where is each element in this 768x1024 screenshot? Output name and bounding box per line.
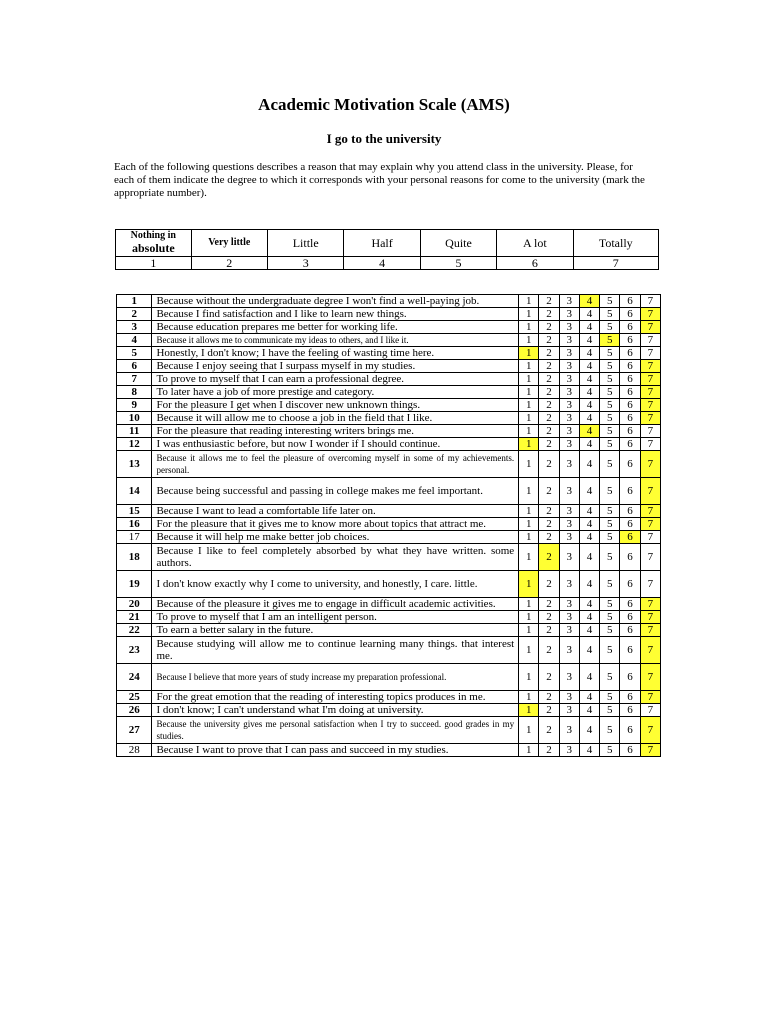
scale-label-5: Quite: [420, 230, 496, 257]
rating-option-4[interactable]: 4: [579, 321, 599, 334]
rating-option-4[interactable]: 4: [579, 347, 599, 360]
rating-option-3[interactable]: 3: [559, 531, 579, 544]
rating-option-5[interactable]: 5: [600, 308, 620, 321]
rating-option-2[interactable]: 2: [539, 425, 559, 438]
rating-option-3[interactable]: 3: [559, 308, 579, 321]
question-row: [117, 744, 661, 757]
question-row: [117, 598, 661, 611]
rating-option-7[interactable]: 7: [640, 373, 660, 386]
rating-option-6[interactable]: 6: [620, 386, 640, 399]
rating-option-4[interactable]: 4: [579, 451, 599, 478]
question-row: [117, 505, 661, 518]
rating-option-7[interactable]: 7: [640, 598, 660, 611]
rating-option-2[interactable]: 2: [539, 531, 559, 544]
question-number: 10: [117, 412, 152, 425]
rating-option-5[interactable]: 5: [600, 571, 620, 598]
questionnaire-table: [116, 294, 661, 757]
question-row: [117, 386, 661, 399]
question-number: 20: [117, 598, 152, 611]
rating-option-3[interactable]: 3: [559, 598, 579, 611]
rating-option-3[interactable]: 3: [559, 399, 579, 412]
question-text: Because education prepares me better for working life.: [152, 321, 519, 334]
rating-option-6[interactable]: 6: [620, 347, 640, 360]
rating-option-2[interactable]: 2: [539, 438, 559, 451]
rating-option-6[interactable]: 6: [620, 373, 640, 386]
rating-option-7[interactable]: 7: [640, 544, 660, 571]
question-text: Because I find satisfaction and I like to learn new things.: [152, 308, 519, 321]
rating-option-2[interactable]: 2: [539, 478, 559, 505]
rating-option-3[interactable]: 3: [559, 412, 579, 425]
rating-option-2[interactable]: 2: [539, 571, 559, 598]
rating-option-7[interactable]: 7: [640, 611, 660, 624]
rating-option-6[interactable]: 6: [620, 744, 640, 757]
question-number: 11: [117, 425, 152, 438]
rating-option-7[interactable]: 7: [640, 664, 660, 691]
question-row: [117, 664, 661, 691]
rating-option-1[interactable]: 1: [519, 691, 539, 704]
rating-option-7[interactable]: 7: [640, 321, 660, 334]
question-text: Because studying will allow me to continue learning many things. that interest me.: [152, 637, 519, 664]
rating-option-5[interactable]: 5: [600, 478, 620, 505]
rating-option-2[interactable]: 2: [539, 717, 559, 744]
rating-option-3[interactable]: 3: [559, 518, 579, 531]
rating-option-5[interactable]: 5: [600, 451, 620, 478]
rating-option-5[interactable]: 5: [600, 624, 620, 637]
question-text: Because I want to lead a comfortable life later on.: [152, 505, 519, 518]
question-number: 9: [117, 399, 152, 412]
question-number: 22: [117, 624, 152, 637]
question-number: 24: [117, 664, 152, 691]
rating-option-3[interactable]: 3: [559, 360, 579, 373]
question-number: 4: [117, 334, 152, 347]
rating-option-5[interactable]: 5: [600, 373, 620, 386]
question-row: [117, 308, 661, 321]
rating-option-4[interactable]: 4: [579, 704, 599, 717]
rating-option-1[interactable]: 1: [519, 451, 539, 478]
rating-option-5[interactable]: 5: [600, 637, 620, 664]
rating-option-3[interactable]: 3: [559, 571, 579, 598]
rating-option-3[interactable]: 3: [559, 505, 579, 518]
rating-option-3[interactable]: 3: [559, 295, 579, 308]
question-number: 27: [117, 717, 152, 744]
rating-option-6[interactable]: 6: [620, 544, 640, 571]
page-subtitle: I go to the university: [326, 131, 442, 146]
rating-option-2[interactable]: 2: [539, 544, 559, 571]
rating-option-1[interactable]: 1: [519, 399, 539, 412]
question-text: Because it allows me to feel the pleasure of overcoming myself in some of my achievements. personal.: [152, 451, 519, 478]
rating-option-1[interactable]: 1: [519, 295, 539, 308]
rating-option-7[interactable]: 7: [640, 412, 660, 425]
rating-option-4[interactable]: 4: [579, 399, 599, 412]
rating-option-7[interactable]: 7: [640, 360, 660, 373]
question-number: 25: [117, 691, 152, 704]
rating-option-7[interactable]: 7: [640, 399, 660, 412]
question-row: [117, 295, 661, 308]
question-row: [117, 637, 661, 664]
rating-option-1[interactable]: 1: [519, 598, 539, 611]
question-row: [117, 373, 661, 386]
rating-option-2[interactable]: 2: [539, 505, 559, 518]
rating-option-7[interactable]: 7: [640, 347, 660, 360]
rating-option-1[interactable]: 1: [519, 334, 539, 347]
rating-option-4[interactable]: 4: [579, 334, 599, 347]
rating-option-6[interactable]: 6: [620, 611, 640, 624]
rating-option-2[interactable]: 2: [539, 347, 559, 360]
scale-number-2: 2: [191, 257, 267, 270]
question-row: [117, 624, 661, 637]
question-number: 2: [117, 308, 152, 321]
rating-option-2[interactable]: 2: [539, 691, 559, 704]
rating-option-2[interactable]: 2: [539, 295, 559, 308]
rating-option-6[interactable]: 6: [620, 637, 640, 664]
rating-option-6[interactable]: 6: [620, 598, 640, 611]
rating-option-3[interactable]: 3: [559, 611, 579, 624]
rating-option-4[interactable]: 4: [579, 438, 599, 451]
rating-option-1[interactable]: 1: [519, 478, 539, 505]
question-text: I was enthusiastic before, but now I wonder if I should continue.: [152, 438, 519, 451]
scale-legend-table: [115, 229, 659, 270]
question-text: Because the university gives me personal satisfaction when I try to succeed. good grades in my studies.: [152, 717, 519, 744]
rating-option-7[interactable]: 7: [640, 451, 660, 478]
rating-option-4[interactable]: 4: [579, 598, 599, 611]
question-row: [117, 438, 661, 451]
rating-option-5[interactable]: 5: [600, 691, 620, 704]
rating-option-1[interactable]: 1: [519, 438, 539, 451]
question-number: 18: [117, 544, 152, 571]
rating-option-2[interactable]: 2: [539, 321, 559, 334]
question-row: [117, 334, 661, 347]
rating-option-6[interactable]: 6: [620, 334, 640, 347]
rating-option-4[interactable]: 4: [579, 717, 599, 744]
rating-option-2[interactable]: 2: [539, 624, 559, 637]
rating-option-7[interactable]: 7: [640, 438, 660, 451]
rating-option-1[interactable]: 1: [519, 611, 539, 624]
question-text: To prove to myself that I can earn a professional degree.: [152, 373, 519, 386]
question-row: [117, 717, 661, 744]
rating-option-4[interactable]: 4: [579, 637, 599, 664]
rating-option-5[interactable]: 5: [600, 425, 620, 438]
scale-number-6: 6: [497, 257, 573, 270]
rating-option-2[interactable]: 2: [539, 451, 559, 478]
scale-number-7: 7: [573, 257, 658, 270]
scale-number-3: 3: [267, 257, 343, 270]
question-row: [117, 691, 661, 704]
rating-option-4[interactable]: 4: [579, 308, 599, 321]
rating-option-7[interactable]: 7: [640, 531, 660, 544]
question-text: I don't know exactly why I come to university, and honestly, I care. little.: [152, 571, 519, 598]
question-number: 21: [117, 611, 152, 624]
rating-option-3[interactable]: 3: [559, 744, 579, 757]
rating-option-4[interactable]: 4: [579, 386, 599, 399]
rating-option-6[interactable]: 6: [620, 438, 640, 451]
scale-label-6: A lot: [497, 230, 573, 257]
rating-option-1[interactable]: 1: [519, 744, 539, 757]
rating-option-4[interactable]: 4: [579, 425, 599, 438]
question-number: 17: [117, 531, 152, 544]
rating-option-5[interactable]: 5: [600, 664, 620, 691]
rating-option-2[interactable]: 2: [539, 518, 559, 531]
question-row: [117, 611, 661, 624]
rating-option-3[interactable]: 3: [559, 321, 579, 334]
rating-option-7[interactable]: 7: [640, 704, 660, 717]
question-row: [117, 451, 661, 478]
rating-option-6[interactable]: 6: [620, 717, 640, 744]
question-row: [117, 704, 661, 717]
rating-option-7[interactable]: 7: [640, 425, 660, 438]
rating-option-6[interactable]: 6: [620, 295, 640, 308]
rating-option-5[interactable]: 5: [600, 598, 620, 611]
rating-option-4[interactable]: 4: [579, 505, 599, 518]
page-title: Academic Motivation Scale (AMS): [258, 95, 510, 114]
question-number: 23: [117, 637, 152, 664]
rating-option-2[interactable]: 2: [539, 386, 559, 399]
question-number: 1: [117, 295, 152, 308]
rating-option-3[interactable]: 3: [559, 386, 579, 399]
rating-option-6[interactable]: 6: [620, 399, 640, 412]
rating-option-6[interactable]: 6: [620, 691, 640, 704]
rating-option-4[interactable]: 4: [579, 664, 599, 691]
question-row: [117, 518, 661, 531]
rating-option-4[interactable]: 4: [579, 518, 599, 531]
question-text: For the pleasure that it gives me to know more about topics that attract me.: [152, 518, 519, 531]
rating-option-4[interactable]: 4: [579, 478, 599, 505]
question-number: 14: [117, 478, 152, 505]
rating-option-1[interactable]: 1: [519, 412, 539, 425]
rating-option-4[interactable]: 4: [579, 624, 599, 637]
rating-option-2[interactable]: 2: [539, 399, 559, 412]
rating-option-4[interactable]: 4: [579, 744, 599, 757]
question-row: [117, 347, 661, 360]
rating-option-3[interactable]: 3: [559, 691, 579, 704]
rating-option-3[interactable]: 3: [559, 717, 579, 744]
question-number: 26: [117, 704, 152, 717]
question-text: Because without the undergraduate degree I won't find a well-paying job.: [152, 295, 519, 308]
rating-option-3[interactable]: 3: [559, 637, 579, 664]
rating-option-5[interactable]: 5: [600, 717, 620, 744]
rating-option-1[interactable]: 1: [519, 624, 539, 637]
rating-option-6[interactable]: 6: [620, 664, 640, 691]
rating-option-7[interactable]: 7: [640, 505, 660, 518]
rating-option-5[interactable]: 5: [600, 347, 620, 360]
question-number: 15: [117, 505, 152, 518]
question-row: [117, 412, 661, 425]
question-text: Because I enjoy seeing that I surpass myself in my studies.: [152, 360, 519, 373]
rating-option-5[interactable]: 5: [600, 399, 620, 412]
rating-option-3[interactable]: 3: [559, 438, 579, 451]
rating-option-1[interactable]: 1: [519, 308, 539, 321]
rating-option-5[interactable]: 5: [600, 334, 620, 347]
rating-option-1[interactable]: 1: [519, 425, 539, 438]
rating-option-4[interactable]: 4: [579, 412, 599, 425]
question-text: Honestly, I don't know; I have the feeling of wasting time here.: [152, 347, 519, 360]
question-text: Because being successful and passing in college makes me feel important.: [152, 478, 519, 505]
rating-option-4[interactable]: 4: [579, 360, 599, 373]
rating-option-6[interactable]: 6: [620, 624, 640, 637]
instructions-paragraph: Each of the following questions describes a reason that may explain why you attend class in the university. Please, for each of them indicate the degree to which it corresponds with your personal reasons for come to the university (mark the appropriate number).: [114, 161, 645, 199]
question-number: 28: [117, 744, 152, 757]
rating-option-2[interactable]: 2: [539, 360, 559, 373]
question-text: For the pleasure that reading interesting writers brings me.: [152, 425, 519, 438]
rating-option-1[interactable]: 1: [519, 505, 539, 518]
question-row: [117, 531, 661, 544]
rating-option-1[interactable]: 1: [519, 717, 539, 744]
rating-option-7[interactable]: 7: [640, 295, 660, 308]
rating-option-5[interactable]: 5: [600, 744, 620, 757]
question-text: Because I want to prove that I can pass and succeed in my studies.: [152, 744, 519, 757]
question-number: 8: [117, 386, 152, 399]
rating-option-5[interactable]: 5: [600, 611, 620, 624]
rating-option-5[interactable]: 5: [600, 295, 620, 308]
question-text: Because I believe that more years of study increase my preparation professional.: [152, 664, 519, 691]
question-text: To prove to myself that I am an intelligent person.: [152, 611, 519, 624]
question-text: To later have a job of more prestige and category.: [152, 386, 519, 399]
rating-option-3[interactable]: 3: [559, 347, 579, 360]
rating-option-2[interactable]: 2: [539, 664, 559, 691]
rating-option-1[interactable]: 1: [519, 531, 539, 544]
rating-option-3[interactable]: 3: [559, 478, 579, 505]
rating-option-4[interactable]: 4: [579, 611, 599, 624]
rating-option-7[interactable]: 7: [640, 717, 660, 744]
rating-option-3[interactable]: 3: [559, 704, 579, 717]
rating-option-6[interactable]: 6: [620, 478, 640, 505]
rating-option-7[interactable]: 7: [640, 334, 660, 347]
rating-option-5[interactable]: 5: [600, 518, 620, 531]
rating-option-5[interactable]: 5: [600, 505, 620, 518]
rating-option-7[interactable]: 7: [640, 624, 660, 637]
question-number: 5: [117, 347, 152, 360]
rating-option-5[interactable]: 5: [600, 531, 620, 544]
rating-option-5[interactable]: 5: [600, 438, 620, 451]
rating-option-6[interactable]: 6: [620, 360, 640, 373]
rating-option-4[interactable]: 4: [579, 691, 599, 704]
question-row: [117, 544, 661, 571]
rating-option-6[interactable]: 6: [620, 505, 640, 518]
rating-option-7[interactable]: 7: [640, 691, 660, 704]
rating-option-1[interactable]: 1: [519, 571, 539, 598]
rating-option-1[interactable]: 1: [519, 664, 539, 691]
question-number: 3: [117, 321, 152, 334]
rating-option-4[interactable]: 4: [579, 571, 599, 598]
rating-option-3[interactable]: 3: [559, 544, 579, 571]
rating-option-6[interactable]: 6: [620, 518, 640, 531]
question-text: Because I like to feel completely absorbed by what they have written. some authors.: [152, 544, 519, 571]
rating-option-5[interactable]: 5: [600, 704, 620, 717]
rating-option-6[interactable]: 6: [620, 451, 640, 478]
rating-option-6[interactable]: 6: [620, 321, 640, 334]
rating-option-6[interactable]: 6: [620, 412, 640, 425]
question-text: To earn a better salary in the future.: [152, 624, 519, 637]
scale-number-4: 4: [344, 257, 420, 270]
rating-option-2[interactable]: 2: [539, 412, 559, 425]
question-row: [117, 425, 661, 438]
rating-option-4[interactable]: 4: [579, 531, 599, 544]
rating-option-4[interactable]: 4: [579, 544, 599, 571]
rating-option-7[interactable]: 7: [640, 571, 660, 598]
question-text: Because it allows me to communicate my ideas to others, and I like it.: [152, 334, 519, 347]
scale-label-1: Nothing in absolute: [116, 230, 192, 257]
question-number: 13: [117, 451, 152, 478]
rating-option-1[interactable]: 1: [519, 347, 539, 360]
question-number: 16: [117, 518, 152, 531]
question-row: [117, 571, 661, 598]
rating-option-2[interactable]: 2: [539, 704, 559, 717]
rating-option-6[interactable]: 6: [620, 704, 640, 717]
scale-label-7: Totally: [573, 230, 658, 257]
rating-option-7[interactable]: 7: [640, 478, 660, 505]
question-text: I don't know; I can't understand what I'm doing at university.: [152, 704, 519, 717]
question-row: [117, 360, 661, 373]
rating-option-3[interactable]: 3: [559, 664, 579, 691]
rating-option-1[interactable]: 1: [519, 637, 539, 664]
rating-option-5[interactable]: 5: [600, 321, 620, 334]
scale-label-2: Very little: [191, 230, 267, 257]
rating-option-3[interactable]: 3: [559, 425, 579, 438]
question-text: For the great emotion that the reading of interesting topics produces in me.: [152, 691, 519, 704]
rating-option-2[interactable]: 2: [539, 598, 559, 611]
rating-option-1[interactable]: 1: [519, 360, 539, 373]
rating-option-1[interactable]: 1: [519, 373, 539, 386]
rating-option-2[interactable]: 2: [539, 373, 559, 386]
rating-option-2[interactable]: 2: [539, 637, 559, 664]
rating-option-3[interactable]: 3: [559, 334, 579, 347]
rating-option-1[interactable]: 1: [519, 386, 539, 399]
scale-label-3: Little: [267, 230, 343, 257]
rating-option-7[interactable]: 7: [640, 744, 660, 757]
scale-number-5: 5: [420, 257, 496, 270]
question-number: 7: [117, 373, 152, 386]
rating-option-1[interactable]: 1: [519, 518, 539, 531]
rating-option-2[interactable]: 2: [539, 308, 559, 321]
rating-option-3[interactable]: 3: [559, 624, 579, 637]
rating-option-1[interactable]: 1: [519, 321, 539, 334]
question-text: Because it will help me make better job choices.: [152, 531, 519, 544]
rating-option-6[interactable]: 6: [620, 571, 640, 598]
question-number: 12: [117, 438, 152, 451]
rating-option-5[interactable]: 5: [600, 360, 620, 373]
scale-number-1: 1: [116, 257, 192, 270]
rating-option-3[interactable]: 3: [559, 373, 579, 386]
rating-option-1[interactable]: 1: [519, 704, 539, 717]
rating-option-6[interactable]: 6: [620, 531, 640, 544]
question-number: 6: [117, 360, 152, 373]
rating-option-5[interactable]: 5: [600, 386, 620, 399]
rating-option-5[interactable]: 5: [600, 412, 620, 425]
rating-option-2[interactable]: 2: [539, 744, 559, 757]
rating-option-2[interactable]: 2: [539, 334, 559, 347]
rating-option-1[interactable]: 1: [519, 544, 539, 571]
question-number: 19: [117, 571, 152, 598]
question-row: [117, 399, 661, 412]
rating-option-4[interactable]: 4: [579, 295, 599, 308]
question-row: [117, 478, 661, 505]
rating-option-7[interactable]: 7: [640, 386, 660, 399]
rating-option-2[interactable]: 2: [539, 611, 559, 624]
rating-option-6[interactable]: 6: [620, 308, 640, 321]
question-text: Because it will allow me to choose a job in the field that I like.: [152, 412, 519, 425]
rating-option-7[interactable]: 7: [640, 518, 660, 531]
rating-option-5[interactable]: 5: [600, 544, 620, 571]
scale-label-4: Half: [344, 230, 420, 257]
rating-option-4[interactable]: 4: [579, 373, 599, 386]
rating-option-7[interactable]: 7: [640, 308, 660, 321]
question-row: [117, 321, 661, 334]
rating-option-3[interactable]: 3: [559, 451, 579, 478]
rating-option-6[interactable]: 6: [620, 425, 640, 438]
question-text: Because of the pleasure it gives me to engage in difficult academic activities.: [152, 598, 519, 611]
rating-option-7[interactable]: 7: [640, 637, 660, 664]
question-text: For the pleasure I get when I discover new unknown things.: [152, 399, 519, 412]
